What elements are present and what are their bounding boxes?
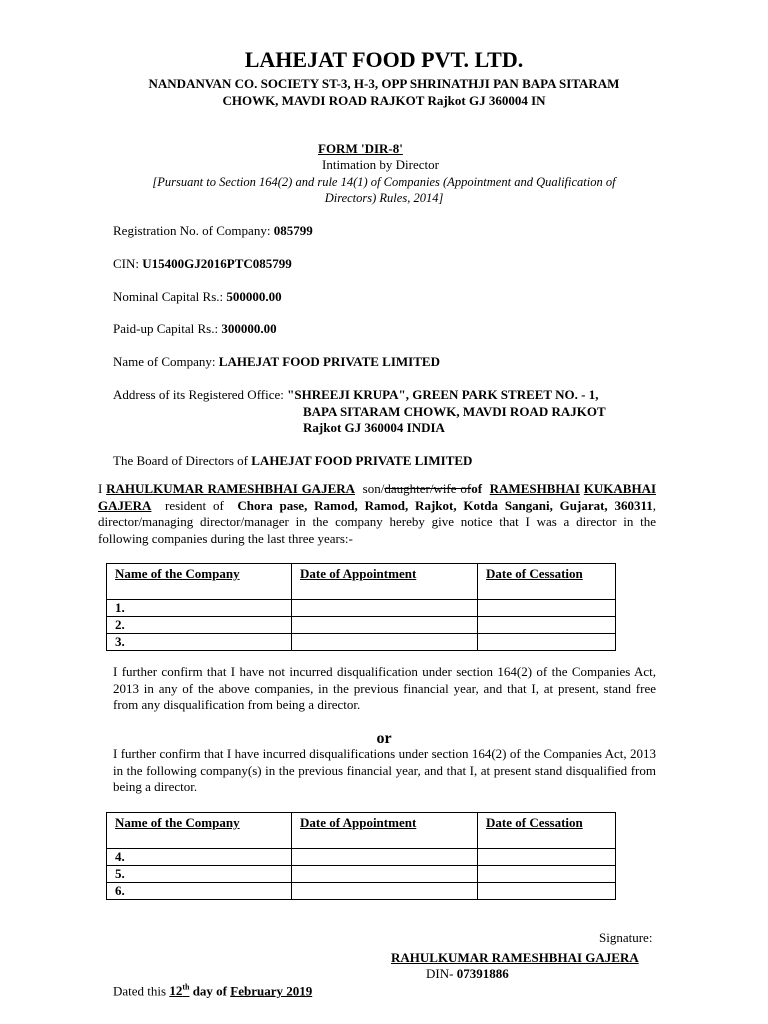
header-company-name: Name of the Company — [107, 813, 292, 849]
board-company-value: LAHEJAT FOOD PRIVATE LIMITED — [251, 453, 473, 468]
nominal-capital-label: Nominal Capital Rs.: — [113, 289, 227, 304]
relation-struck: daughter/wife of — [384, 481, 472, 496]
paidup-capital-field — [113, 321, 277, 337]
resident-label: resident of — [165, 497, 224, 513]
cell-date-cessation — [478, 883, 616, 900]
form-title: FORM 'DIR-8' — [318, 141, 403, 156]
cin-value: U15400GJ2016PTC085799 — [142, 256, 292, 271]
company-name-value: LAHEJAT FOOD PRIVATE LIMITED — [218, 354, 440, 369]
company-name-field — [113, 354, 440, 370]
cin-field — [113, 256, 292, 272]
header-date-appointment: Date of Appointment — [292, 813, 478, 849]
signature-label: Signature: — [599, 930, 653, 945]
row-number: 6. — [107, 883, 292, 900]
declaration-prefix: I — [98, 481, 107, 496]
registered-office-line-1: "SHREEJI KRUPA", GREEN PARK STREET NO. - 1, — [287, 387, 599, 402]
company-name-label: Name of Company: — [113, 354, 219, 369]
registered-office-line-2: BAPA SITARAM CHOWK, MAVDI ROAD RAJKOT — [303, 404, 606, 419]
dated-day-suffix: th — [182, 983, 190, 992]
signatory-name: RAHULKUMAR RAMESHBHAI GAJERA — [391, 950, 639, 965]
table-row — [107, 600, 616, 617]
row-number: 5. — [107, 866, 292, 883]
row-number: 4. — [107, 849, 292, 866]
registration-number-field — [113, 223, 313, 239]
din-field — [426, 966, 509, 982]
declaration-rest: , director/managing director/manager in the company hereby give notice that I was a director in the following companies during the last three years:- — [98, 497, 656, 546]
registration-number-value: 085799 — [273, 223, 313, 238]
registration-number-label: Registration No. of Company: — [113, 223, 274, 238]
dated-day-number: 12 — [169, 983, 183, 999]
dated-day — [169, 983, 189, 998]
nominal-capital-value: 500000.00 — [226, 289, 282, 304]
table-row — [107, 634, 616, 651]
cell-date-appointment — [292, 883, 478, 900]
row-number: 1. — [107, 600, 292, 617]
dated-day-of: day of — [189, 983, 231, 999]
dated-month-year: February 2019 — [230, 983, 313, 999]
cell-date-appointment — [292, 600, 478, 617]
dated-prefix: Dated this — [113, 983, 170, 999]
confirm-disqualified-paragraph: I further confirm that I have incurred disqualifications under section 164(2) of the Companies Act, 2013 in the following company(s) in the previous financial year, and that I, at present stand disqualified from being a director. — [113, 746, 656, 794]
paidup-capital-value: 300000.00 — [221, 321, 277, 336]
cell-date-appointment — [292, 634, 478, 651]
cell-date-appointment — [292, 617, 478, 634]
table-header-row — [107, 813, 616, 849]
relation-son: son/ — [362, 481, 385, 496]
company-address-line-2: CHOWK, MAVDI ROAD RAJKOT Rajkot GJ 360004 IN — [222, 93, 546, 108]
registered-office-label: Address of its Registered Office: — [113, 387, 288, 402]
table-row — [107, 617, 616, 634]
registered-office-line-3: Rajkot GJ 360004 INDIA — [303, 420, 445, 435]
registered-office-field — [113, 387, 598, 403]
row-number: 3. — [107, 634, 292, 651]
dated-line — [113, 983, 312, 999]
table-header-row — [107, 564, 616, 600]
pursuant-line-1: [Pursuant to Section 164(2) and rule 14(1) of Companies (Appointment and Qualification of — [152, 175, 616, 189]
table-row — [107, 849, 616, 866]
cell-date-cessation — [478, 866, 616, 883]
company-title: LAHEJAT FOOD PVT. LTD. — [244, 47, 524, 72]
pursuant-line-2: Directors) Rules, 2014] — [324, 191, 444, 205]
residence-address: Chora pase, Ramod, Ramod, Rajkot, Kotda Sangani, Gujarat, 360311 — [237, 497, 653, 513]
cin-label: CIN: — [113, 256, 143, 271]
director-name: RAHULKUMAR RAMESHBHAI GAJERA — [106, 481, 356, 496]
board-of-directors-field — [113, 453, 472, 469]
header-date-cessation: Date of Cessation — [478, 813, 616, 849]
relation-of: of — [471, 481, 483, 496]
cell-date-cessation — [478, 849, 616, 866]
din-label: DIN- — [426, 966, 457, 981]
din-value: 07391886 — [456, 966, 509, 981]
cell-date-cessation — [478, 617, 616, 634]
form-subtitle: Intimation by Director — [322, 157, 439, 172]
row-number: 2. — [107, 617, 292, 634]
or-separator: or — [376, 730, 392, 747]
board-label: The Board of Directors of — [113, 453, 252, 468]
cell-date-appointment — [292, 849, 478, 866]
cell-date-appointment — [292, 866, 478, 883]
company-address-line-1: NANDANVAN CO. SOCIETY ST-3, H-3, OPP SHRINATHJI PAN BAPA SITARAM — [148, 76, 620, 91]
disqualification-table — [106, 812, 616, 900]
declaration-paragraph — [98, 481, 656, 547]
confirm-not-disqualified-paragraph: I further confirm that I have not incurred disqualification under section 164(2) of the Companies Act, 2013 in any of the above companies, in the previous financial year, and that I, at present, stand free from any disqualification from being a director. — [113, 664, 656, 712]
header-date-appointment: Date of Appointment — [292, 564, 478, 600]
table-row — [107, 866, 616, 883]
header-date-cessation: Date of Cessation — [478, 564, 616, 600]
table-row — [107, 883, 616, 900]
cell-date-cessation — [478, 600, 616, 617]
header-company-name: Name of the Company — [107, 564, 292, 600]
paidup-capital-label: Paid-up Capital Rs.: — [113, 321, 222, 336]
directorship-table — [106, 563, 616, 651]
father-name-part-2: KUKABHAI GAJERA — [98, 481, 657, 513]
father-name-part-1: RAMESHBHAI — [489, 481, 580, 496]
nominal-capital-field — [113, 289, 282, 305]
cell-date-cessation — [478, 634, 616, 651]
